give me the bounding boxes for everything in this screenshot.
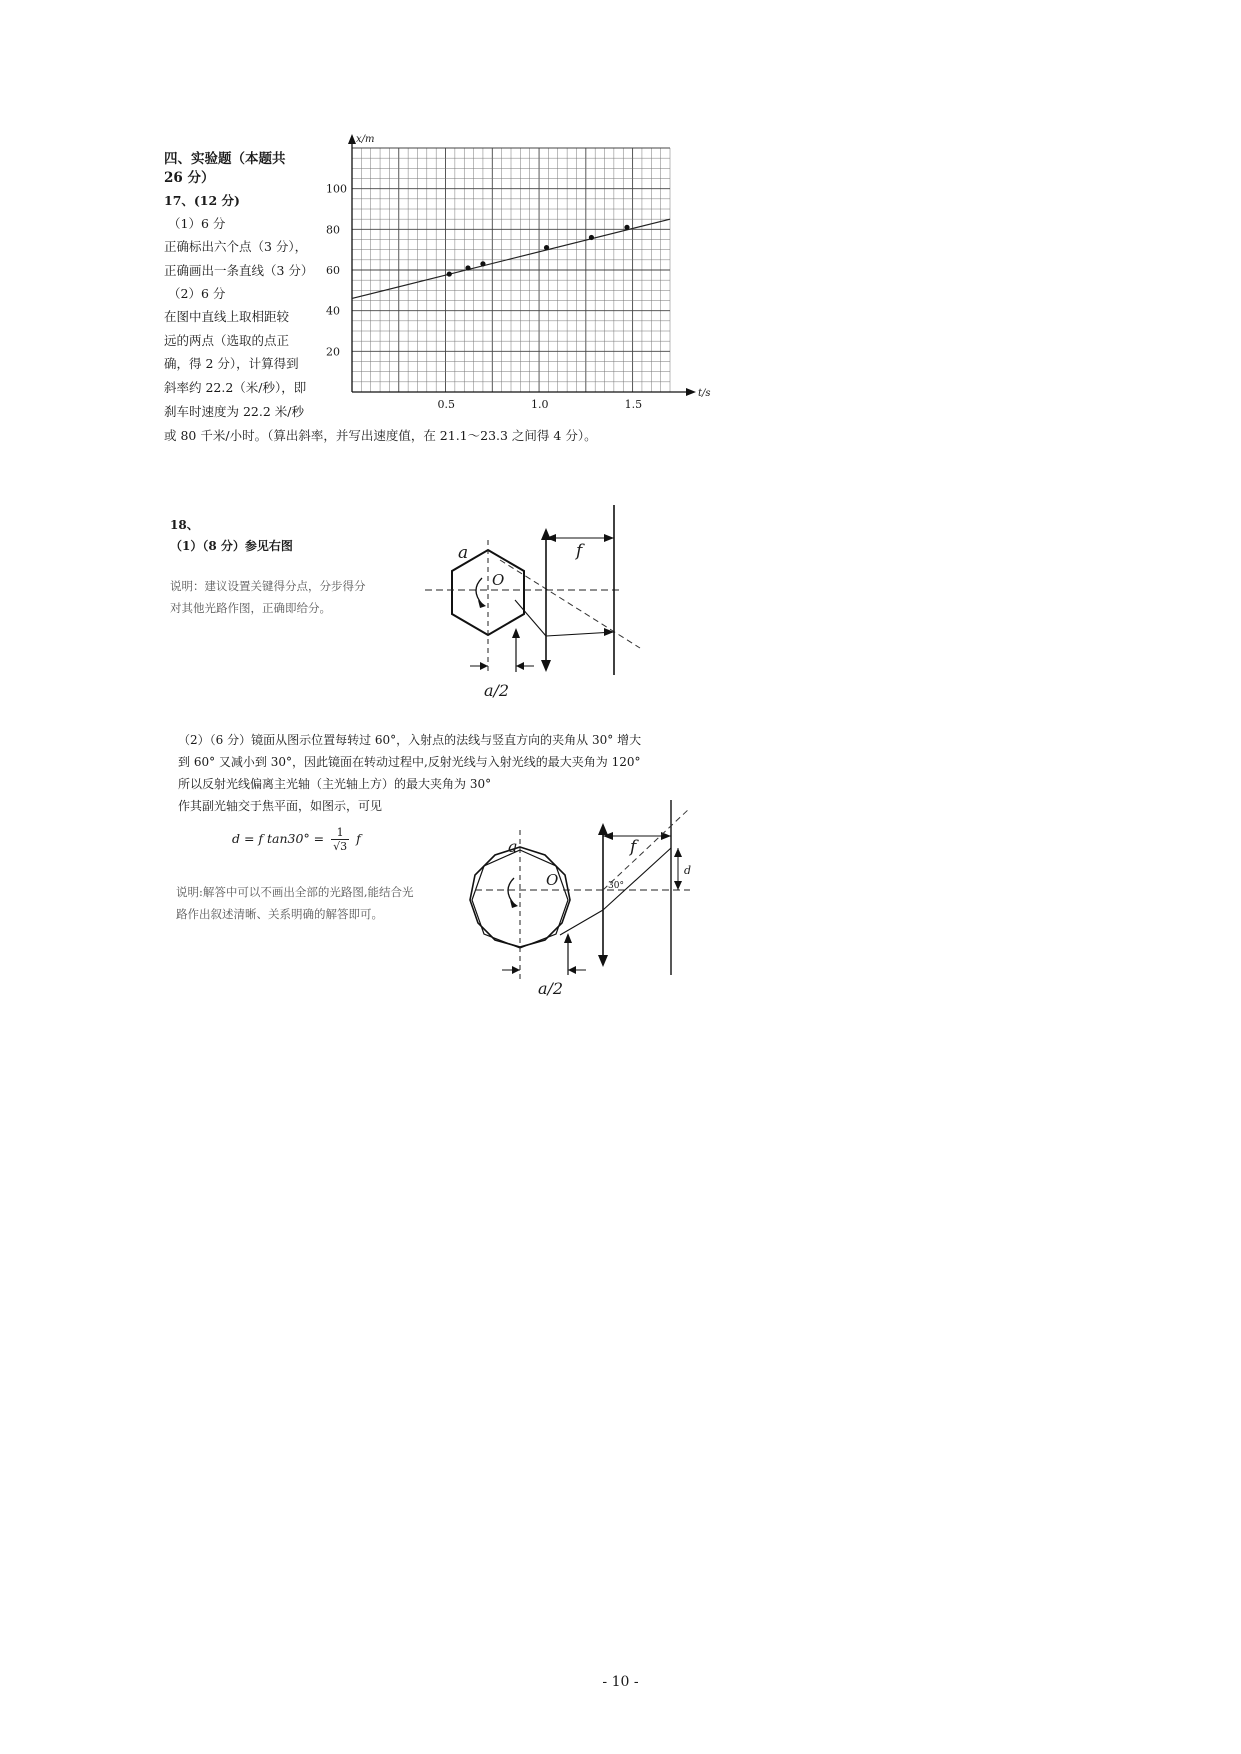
- formula-lhs: d = f tan30° =: [232, 831, 325, 846]
- q17-part1-line1: 正确标出六个点（3 分），: [164, 239, 308, 254]
- q18-part1-title: （1）（8 分）参见右图: [170, 539, 293, 553]
- page-number: - 10 -: [602, 1674, 639, 1690]
- q17-part2-line1: 在图中直线上取相距较: [164, 309, 290, 324]
- x-tick-label: 1.0: [531, 398, 549, 411]
- q17-part2-line4: 斜率约 22.2（米/秒），即: [164, 380, 307, 395]
- q17-part1-line2: 正确画出一条直线（3 分）: [164, 263, 314, 278]
- d-label: d: [684, 864, 692, 877]
- q18-part2-note1: 说明:解答中可以不画出全部的光路图,能结合光: [176, 885, 414, 899]
- section-title-score: 26 分）: [164, 170, 215, 186]
- q18-part2-line2: 到 60° 又减小到 30°，因此镜面在转动过程中,反射光线与入射光线的最大夹角为 120°: [178, 755, 641, 769]
- y-tick-label: 40: [326, 304, 340, 318]
- q17-part2-line6: 或 80 千米/小时。（算出斜率，并写出速度值，在 21.1～23.3 之间得 4 分）。: [164, 428, 597, 443]
- x-tick-label: 0.5: [437, 398, 456, 411]
- y-axis-label: x/m: [356, 134, 375, 145]
- side-a-label: a: [458, 543, 469, 563]
- half-a-label-2: a/2: [538, 979, 564, 998]
- x-tick-label: 1.5: [624, 398, 643, 411]
- q17-header: 17、(12 分): [164, 193, 240, 208]
- q17-part2-line5: 刹车时速度为 22.2 米/秒: [164, 404, 304, 419]
- y-tick-label: 100: [326, 182, 347, 196]
- half-a-label: a/2: [484, 681, 510, 700]
- q17-part1-score: （1）6 分: [168, 216, 226, 231]
- formula-numerator: 1: [331, 826, 349, 840]
- q18-part2-line3: 所以反射光线偏离主光轴（主光轴上方）的最大夹角为 30°: [178, 777, 492, 791]
- q18-part2-note2: 路作出叙述清晰、关系明确的解答即可。: [176, 907, 383, 921]
- q18-header: 18、: [170, 518, 199, 532]
- formula-denominator: √3: [333, 840, 348, 853]
- side-a-label-2: a: [508, 837, 518, 856]
- focal-length-label: f: [576, 541, 583, 561]
- x-axis-label: t/s: [698, 388, 711, 399]
- q18-part1-note2: 对其他光路作图，正确即给分。: [170, 601, 331, 615]
- center-O-label-2: O: [546, 871, 559, 889]
- y-tick-label: 80: [326, 223, 340, 237]
- center-O-label: O: [492, 571, 505, 589]
- y-tick-label: 60: [326, 264, 340, 277]
- q18-part1-note1: 说明：建议设置关键得分点，分步得分: [170, 579, 366, 593]
- q17-part2-line3: 确，得 2 分），计算得到: [164, 356, 299, 371]
- section-title: 四、实验题（本题共: [164, 151, 286, 167]
- q17-part2-line2: 远的两点（选取的点正: [164, 333, 290, 348]
- focal-length-label-2: f: [630, 837, 637, 857]
- q18-part2-line4: 作其副光轴交于焦平面，如图示，可见: [178, 799, 383, 813]
- y-tick-label: 20: [326, 345, 340, 359]
- q18-part2-line1: （2）（6 分）镜面从图示位置每转过 60°，入射点的法线与竖直方向的夹角从 30° 增大: [178, 733, 642, 747]
- formula-tail: f: [356, 831, 361, 846]
- q17-part2-score: （2）6 分: [168, 286, 226, 301]
- angle-label: 30°: [608, 881, 624, 891]
